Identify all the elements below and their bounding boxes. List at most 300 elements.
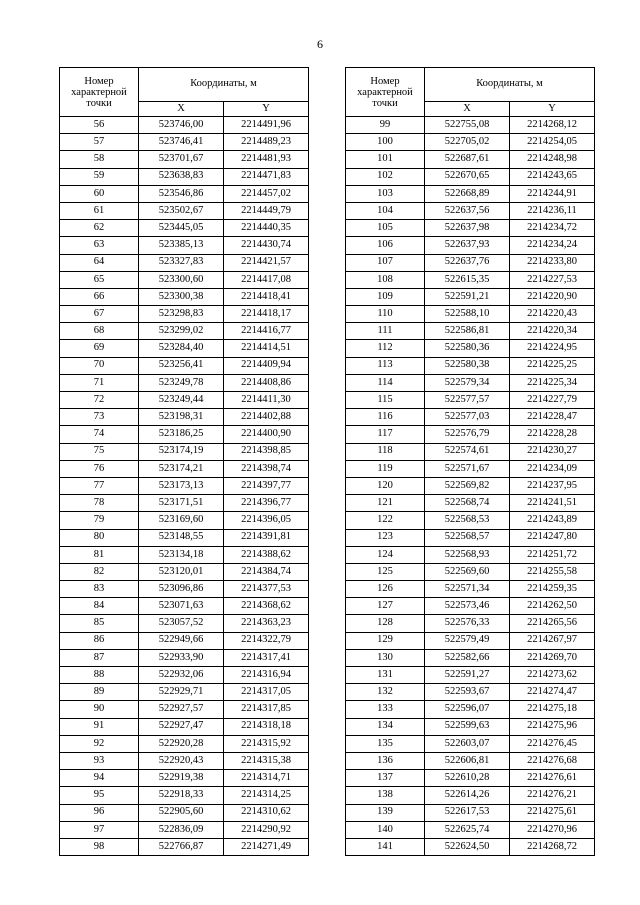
table-row — [60, 752, 309, 769]
x-coordinate-cell: 522571,67 — [425, 460, 510, 477]
point-number-cell: 137 — [346, 770, 425, 787]
y-coordinate-cell: 2214397,77 — [224, 477, 309, 494]
y-coordinate-cell: 2214316,94 — [224, 667, 309, 684]
point-number-cell: 110 — [346, 306, 425, 323]
y-coordinate-cell: 2214449,79 — [224, 202, 309, 219]
y-coordinate-cell: 2214220,90 — [510, 288, 595, 305]
y-coordinate-cell: 2214411,30 — [224, 392, 309, 409]
table-row — [346, 615, 595, 632]
point-number-cell: 111 — [346, 323, 425, 340]
y-coordinate-cell: 2214225,25 — [510, 357, 595, 374]
table-row — [60, 237, 309, 254]
table-row — [60, 598, 309, 615]
point-number-cell: 84 — [60, 598, 139, 615]
point-number-cell: 113 — [346, 357, 425, 374]
y-coordinate-cell: 2214421,57 — [224, 254, 309, 271]
y-coordinate-cell: 2214259,35 — [510, 581, 595, 598]
point-number-cell: 99 — [346, 117, 425, 134]
point-number-cell: 103 — [346, 185, 425, 202]
point-number-cell: 96 — [60, 804, 139, 821]
y-coordinate-cell: 2214273,62 — [510, 667, 595, 684]
x-coordinate-cell: 522637,56 — [425, 202, 510, 219]
x-coordinate-cell: 522573,46 — [425, 598, 510, 615]
x-coordinate-cell: 522596,07 — [425, 701, 510, 718]
x-coordinate-cell: 523546,86 — [139, 185, 224, 202]
x-coordinate-cell: 522920,28 — [139, 735, 224, 752]
table-row — [60, 735, 309, 752]
y-coordinate-cell: 2214314,25 — [224, 787, 309, 804]
x-coordinate-cell: 522591,21 — [425, 288, 510, 305]
table-row — [60, 615, 309, 632]
table-row — [346, 770, 595, 787]
table-row — [60, 563, 309, 580]
point-number-cell: 90 — [60, 701, 139, 718]
point-number-cell: 75 — [60, 443, 139, 460]
x-coordinate-cell: 523701,67 — [139, 151, 224, 168]
point-number-cell: 117 — [346, 426, 425, 443]
y-coordinate-cell: 2214237,95 — [510, 477, 595, 494]
table-row — [346, 701, 595, 718]
point-number-cell: 109 — [346, 288, 425, 305]
x-coordinate-cell: 522568,93 — [425, 546, 510, 563]
point-number-cell: 82 — [60, 563, 139, 580]
y-coordinate-cell: 2214275,18 — [510, 701, 595, 718]
x-coordinate-cell: 522582,66 — [425, 649, 510, 666]
x-coordinate-cell: 523096,86 — [139, 581, 224, 598]
table-row — [60, 804, 309, 821]
table-row — [346, 598, 595, 615]
point-number-cell: 65 — [60, 271, 139, 288]
table-row — [60, 632, 309, 649]
y-coordinate-cell: 2214491,96 — [224, 117, 309, 134]
x-coordinate-cell: 522615,35 — [425, 271, 510, 288]
table-row — [346, 271, 595, 288]
x-coordinate-cell: 523169,60 — [139, 512, 224, 529]
x-coordinate-cell: 523174,19 — [139, 443, 224, 460]
point-number-cell: 131 — [346, 667, 425, 684]
x-coordinate-cell: 522580,36 — [425, 340, 510, 357]
point-number-cell: 66 — [60, 288, 139, 305]
y-coordinate-cell: 2214243,65 — [510, 168, 595, 185]
table-row — [346, 752, 595, 769]
y-coordinate-cell: 2214233,80 — [510, 254, 595, 271]
x-coordinate-cell: 523120,01 — [139, 563, 224, 580]
point-number-cell: 129 — [346, 632, 425, 649]
point-number-header: Номер характерной точки — [346, 68, 425, 117]
table-row — [60, 460, 309, 477]
table-row — [346, 254, 595, 271]
point-number-cell: 127 — [346, 598, 425, 615]
x-coordinate-cell: 522920,43 — [139, 752, 224, 769]
point-number-cell: 88 — [60, 667, 139, 684]
x-coordinate-cell: 523298,83 — [139, 306, 224, 323]
point-number-cell: 76 — [60, 460, 139, 477]
table-row — [346, 529, 595, 546]
y-coordinate-cell: 2214236,11 — [510, 202, 595, 219]
y-coordinate-cell: 2214270,96 — [510, 821, 595, 838]
table-row — [346, 821, 595, 838]
x-coordinate-cell: 523173,13 — [139, 477, 224, 494]
table-row — [346, 117, 595, 134]
y-coordinate-cell: 2214244,91 — [510, 185, 595, 202]
y-coordinate-cell: 2214317,05 — [224, 684, 309, 701]
y-coordinate-cell: 2214227,79 — [510, 392, 595, 409]
table-row — [60, 684, 309, 701]
point-number-cell: 59 — [60, 168, 139, 185]
x-coordinate-cell: 522610,28 — [425, 770, 510, 787]
x-coordinate-cell: 522568,53 — [425, 512, 510, 529]
table-row — [60, 271, 309, 288]
point-number-cell: 87 — [60, 649, 139, 666]
table-row — [60, 168, 309, 185]
x-coordinate-cell: 522577,03 — [425, 409, 510, 426]
y-coordinate-cell: 2214251,72 — [510, 546, 595, 563]
y-coordinate-cell: 2214417,08 — [224, 271, 309, 288]
table-row — [346, 581, 595, 598]
y-coordinate-cell: 2214384,74 — [224, 563, 309, 580]
y-coordinate-cell: 2214230,27 — [510, 443, 595, 460]
table-row — [346, 306, 595, 323]
x-coordinate-cell: 522580,38 — [425, 357, 510, 374]
y-coordinate-cell: 2214220,43 — [510, 306, 595, 323]
y-coordinate-cell: 2214402,88 — [224, 409, 309, 426]
y-coordinate-cell: 2214255,58 — [510, 563, 595, 580]
y-coordinate-cell: 2214396,77 — [224, 495, 309, 512]
y-coordinate-cell: 2214377,53 — [224, 581, 309, 598]
y-coordinate-cell: 2214241,51 — [510, 495, 595, 512]
point-number-cell: 120 — [346, 477, 425, 494]
point-number-cell: 139 — [346, 804, 425, 821]
x-coordinate-cell: 523300,38 — [139, 288, 224, 305]
point-number-cell: 118 — [346, 443, 425, 460]
table-row — [60, 254, 309, 271]
point-number-cell: 80 — [60, 529, 139, 546]
x-coordinate-cell: 523134,18 — [139, 546, 224, 563]
x-coordinate-cell: 523445,05 — [139, 220, 224, 237]
point-number-cell: 81 — [60, 546, 139, 563]
point-number-cell: 119 — [346, 460, 425, 477]
x-coordinate-cell: 522574,61 — [425, 443, 510, 460]
y-coordinate-cell: 2214388,62 — [224, 546, 309, 563]
x-coordinate-cell: 523385,13 — [139, 237, 224, 254]
point-number-cell: 124 — [346, 546, 425, 563]
table-row — [346, 787, 595, 804]
table-row — [60, 220, 309, 237]
table-row — [346, 718, 595, 735]
point-number-cell: 130 — [346, 649, 425, 666]
x-coordinate-cell: 522949,66 — [139, 632, 224, 649]
x-header: X — [425, 102, 510, 117]
y-coordinate-cell: 2214220,34 — [510, 323, 595, 340]
point-number-cell: 85 — [60, 615, 139, 632]
table-row — [60, 426, 309, 443]
table-row — [60, 581, 309, 598]
y-coordinate-cell: 2214276,21 — [510, 787, 595, 804]
x-coordinate-cell: 523502,67 — [139, 202, 224, 219]
table-row — [346, 151, 595, 168]
coordinates-header: Координаты, м — [139, 68, 309, 102]
x-coordinate-cell: 523327,83 — [139, 254, 224, 271]
x-coordinate-cell: 522577,57 — [425, 392, 510, 409]
table-row — [346, 237, 595, 254]
y-coordinate-cell: 2214416,77 — [224, 323, 309, 340]
y-coordinate-cell: 2214248,98 — [510, 151, 595, 168]
x-coordinate-cell: 522766,87 — [139, 838, 224, 855]
point-number-cell: 97 — [60, 821, 139, 838]
x-coordinate-cell: 522579,49 — [425, 632, 510, 649]
table-row — [346, 443, 595, 460]
y-coordinate-cell: 2214391,81 — [224, 529, 309, 546]
point-number-cell: 135 — [346, 735, 425, 752]
x-coordinate-cell: 523174,21 — [139, 460, 224, 477]
point-number-cell: 133 — [346, 701, 425, 718]
x-coordinate-cell: 523249,78 — [139, 374, 224, 391]
point-number-cell: 56 — [60, 117, 139, 134]
y-coordinate-cell: 2214228,28 — [510, 426, 595, 443]
table-row — [60, 306, 309, 323]
table-row — [60, 357, 309, 374]
table-row — [60, 323, 309, 340]
y-coordinate-cell: 2214227,53 — [510, 271, 595, 288]
x-coordinate-cell: 522927,47 — [139, 718, 224, 735]
point-number-cell: 100 — [346, 134, 425, 151]
y-coordinate-cell: 2214315,38 — [224, 752, 309, 769]
y-coordinate-cell: 2214276,61 — [510, 770, 595, 787]
table-row — [346, 134, 595, 151]
x-coordinate-cell: 522933,90 — [139, 649, 224, 666]
table-row — [60, 649, 309, 666]
y-coordinate-cell: 2214318,18 — [224, 718, 309, 735]
point-number-cell: 104 — [346, 202, 425, 219]
point-number-cell: 70 — [60, 357, 139, 374]
point-number-cell: 106 — [346, 237, 425, 254]
x-coordinate-cell: 522919,38 — [139, 770, 224, 787]
y-coordinate-cell: 2214234,24 — [510, 237, 595, 254]
y-coordinate-cell: 2214489,23 — [224, 134, 309, 151]
y-coordinate-cell: 2214396,05 — [224, 512, 309, 529]
x-coordinate-cell: 522637,98 — [425, 220, 510, 237]
coordinates-table-right — [345, 67, 595, 856]
point-number-cell: 61 — [60, 202, 139, 219]
y-coordinate-cell: 2214408,86 — [224, 374, 309, 391]
table-row — [60, 512, 309, 529]
x-coordinate-cell: 523746,41 — [139, 134, 224, 151]
table-row — [346, 374, 595, 391]
table-row — [346, 409, 595, 426]
point-number-cell: 122 — [346, 512, 425, 529]
point-number-cell: 94 — [60, 770, 139, 787]
x-coordinate-cell: 522670,65 — [425, 168, 510, 185]
x-coordinate-cell: 522918,33 — [139, 787, 224, 804]
table-row — [60, 117, 309, 134]
x-coordinate-cell: 522586,81 — [425, 323, 510, 340]
x-coordinate-cell: 522591,27 — [425, 667, 510, 684]
point-number-cell: 114 — [346, 374, 425, 391]
x-coordinate-cell: 523148,55 — [139, 529, 224, 546]
point-number-cell: 105 — [346, 220, 425, 237]
table-row — [346, 357, 595, 374]
x-coordinate-cell: 522576,33 — [425, 615, 510, 632]
y-coordinate-cell: 2214457,02 — [224, 185, 309, 202]
point-number-cell: 98 — [60, 838, 139, 855]
y-coordinate-cell: 2214254,05 — [510, 134, 595, 151]
table-row — [60, 718, 309, 735]
point-number-cell: 57 — [60, 134, 139, 151]
x-coordinate-cell: 522624,50 — [425, 838, 510, 855]
point-number-cell: 78 — [60, 495, 139, 512]
table-row — [60, 151, 309, 168]
table-row — [346, 838, 595, 855]
x-coordinate-cell: 522668,89 — [425, 185, 510, 202]
x-coordinate-cell: 522927,57 — [139, 701, 224, 718]
x-coordinate-cell: 522755,08 — [425, 117, 510, 134]
point-number-cell: 108 — [346, 271, 425, 288]
table-row — [60, 667, 309, 684]
x-coordinate-cell: 522568,57 — [425, 529, 510, 546]
y-coordinate-cell: 2214481,93 — [224, 151, 309, 168]
table-row — [346, 632, 595, 649]
table-row — [60, 838, 309, 855]
point-number-cell: 121 — [346, 495, 425, 512]
y-coordinate-cell: 2214398,74 — [224, 460, 309, 477]
y-coordinate-cell: 2214400,90 — [224, 426, 309, 443]
y-coordinate-cell: 2214268,12 — [510, 117, 595, 134]
y-coordinate-cell: 2214430,74 — [224, 237, 309, 254]
table-row — [346, 512, 595, 529]
x-coordinate-cell: 523186,25 — [139, 426, 224, 443]
x-header: X — [139, 102, 224, 117]
table-row — [346, 546, 595, 563]
table-row — [346, 168, 595, 185]
x-coordinate-cell: 522637,76 — [425, 254, 510, 271]
y-coordinate-cell: 2214225,34 — [510, 374, 595, 391]
x-coordinate-cell: 523299,02 — [139, 323, 224, 340]
table-row — [60, 770, 309, 787]
table-row — [346, 340, 595, 357]
x-coordinate-cell: 522932,06 — [139, 667, 224, 684]
x-coordinate-cell: 523284,40 — [139, 340, 224, 357]
y-coordinate-cell: 2214275,61 — [510, 804, 595, 821]
point-number-cell: 116 — [346, 409, 425, 426]
y-header: Y — [510, 102, 595, 117]
table-row — [346, 804, 595, 821]
point-number-cell: 71 — [60, 374, 139, 391]
y-coordinate-cell: 2214414,51 — [224, 340, 309, 357]
y-coordinate-cell: 2214267,97 — [510, 632, 595, 649]
page-number: 6 — [317, 37, 323, 51]
table-row — [60, 185, 309, 202]
point-number-cell: 123 — [346, 529, 425, 546]
point-number-cell: 134 — [346, 718, 425, 735]
point-number-cell: 107 — [346, 254, 425, 271]
x-coordinate-cell: 522617,53 — [425, 804, 510, 821]
y-coordinate-cell: 2214418,41 — [224, 288, 309, 305]
y-coordinate-cell: 2214409,94 — [224, 357, 309, 374]
x-coordinate-cell: 523249,44 — [139, 392, 224, 409]
x-coordinate-cell: 523300,60 — [139, 271, 224, 288]
table-row — [346, 735, 595, 752]
y-coordinate-cell: 2214271,49 — [224, 838, 309, 855]
x-coordinate-cell: 522593,67 — [425, 684, 510, 701]
table-row — [60, 409, 309, 426]
table-row — [60, 202, 309, 219]
point-number-cell: 68 — [60, 323, 139, 340]
x-coordinate-cell: 522599,63 — [425, 718, 510, 735]
point-number-cell: 115 — [346, 392, 425, 409]
y-header: Y — [224, 102, 309, 117]
table-row — [346, 426, 595, 443]
table-row — [60, 288, 309, 305]
table-row — [60, 495, 309, 512]
y-coordinate-cell: 2214440,35 — [224, 220, 309, 237]
table-row — [60, 787, 309, 804]
point-number-cell: 89 — [60, 684, 139, 701]
point-number-cell: 136 — [346, 752, 425, 769]
table-row — [346, 288, 595, 305]
y-coordinate-cell: 2214322,79 — [224, 632, 309, 649]
y-coordinate-cell: 2214274,47 — [510, 684, 595, 701]
point-number-cell: 125 — [346, 563, 425, 580]
table-row — [60, 392, 309, 409]
table-row — [60, 477, 309, 494]
point-number-header: Номер характерной точки — [60, 68, 139, 117]
point-number-cell: 102 — [346, 168, 425, 185]
table-row — [346, 649, 595, 666]
x-coordinate-cell: 522905,60 — [139, 804, 224, 821]
y-coordinate-cell: 2214224,95 — [510, 340, 595, 357]
point-number-cell: 91 — [60, 718, 139, 735]
table-row — [60, 821, 309, 838]
table-row — [60, 443, 309, 460]
x-coordinate-cell: 522579,34 — [425, 374, 510, 391]
x-coordinate-cell: 522568,74 — [425, 495, 510, 512]
x-coordinate-cell: 522606,81 — [425, 752, 510, 769]
point-number-cell: 132 — [346, 684, 425, 701]
y-coordinate-cell: 2214243,89 — [510, 512, 595, 529]
y-coordinate-cell: 2214314,71 — [224, 770, 309, 787]
y-coordinate-cell: 2214317,41 — [224, 649, 309, 666]
table-row — [60, 546, 309, 563]
point-number-cell: 69 — [60, 340, 139, 357]
table-row — [346, 185, 595, 202]
table-row — [346, 563, 595, 580]
point-number-cell: 138 — [346, 787, 425, 804]
x-coordinate-cell: 522929,71 — [139, 684, 224, 701]
point-number-cell: 77 — [60, 477, 139, 494]
x-coordinate-cell: 522603,07 — [425, 735, 510, 752]
coordinates-header: Координаты, м — [425, 68, 595, 102]
point-number-cell: 72 — [60, 392, 139, 409]
y-coordinate-cell: 2214234,72 — [510, 220, 595, 237]
point-number-cell: 128 — [346, 615, 425, 632]
point-number-cell: 73 — [60, 409, 139, 426]
y-coordinate-cell: 2214471,83 — [224, 168, 309, 185]
point-number-cell: 126 — [346, 581, 425, 598]
y-coordinate-cell: 2214268,72 — [510, 838, 595, 855]
y-coordinate-cell: 2214310,62 — [224, 804, 309, 821]
point-number-cell: 60 — [60, 185, 139, 202]
coordinates-table-left — [59, 67, 309, 856]
x-coordinate-cell: 522576,79 — [425, 426, 510, 443]
point-number-cell: 112 — [346, 340, 425, 357]
y-coordinate-cell: 2214290,92 — [224, 821, 309, 838]
y-coordinate-cell: 2214363,23 — [224, 615, 309, 632]
y-coordinate-cell: 2214418,17 — [224, 306, 309, 323]
table-row — [60, 374, 309, 391]
table-row — [346, 460, 595, 477]
table-row — [60, 529, 309, 546]
y-coordinate-cell: 2214234,09 — [510, 460, 595, 477]
